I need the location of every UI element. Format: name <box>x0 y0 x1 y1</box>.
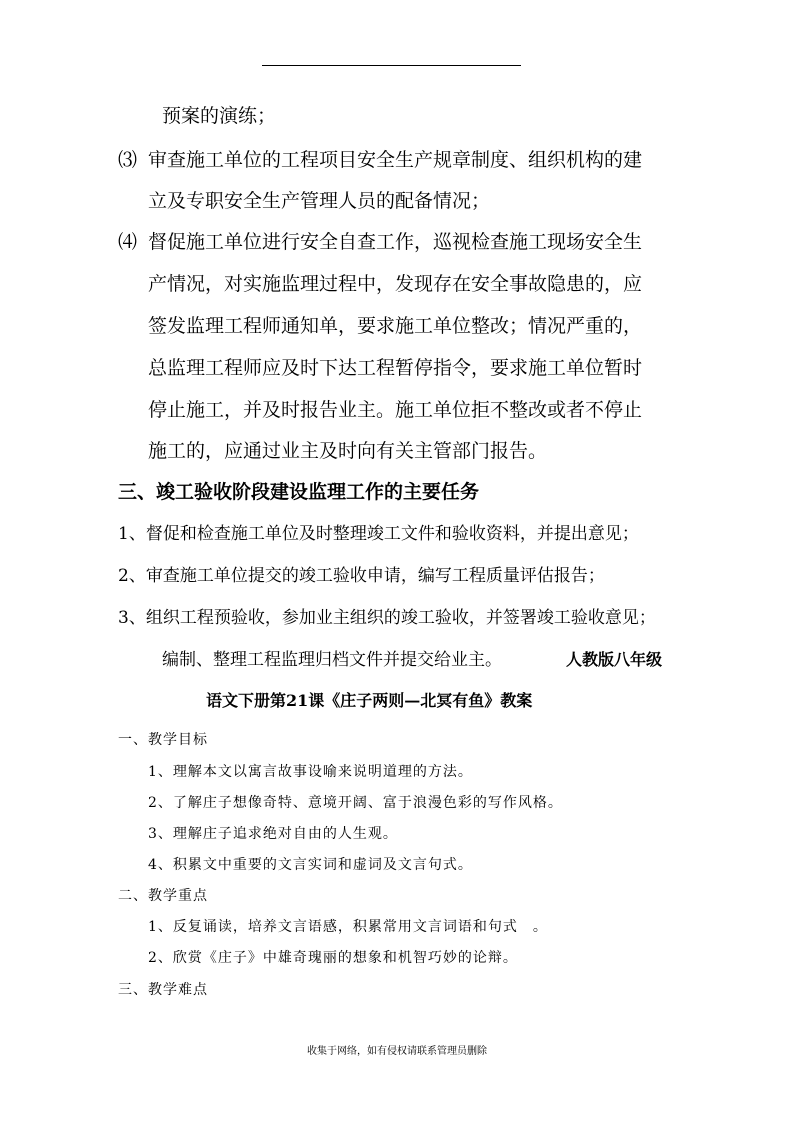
list-number: ⑶ <box>118 149 138 171</box>
lesson-title: 语文下册第21课《庄子两则—北冥有鱼》教案 <box>206 691 533 710</box>
section-heading: 三、竣工验收阶段建设监理工作的主要任务 <box>118 481 480 503</box>
list-number: ⑷ <box>118 231 138 253</box>
text-line: 总监理工程师应及时下达工程暂停指令，要求施工单位暂时 <box>148 357 643 379</box>
subsection-heading: 二、教学重点 <box>118 888 208 904</box>
text-line: 编制、整理工程监理归档文件并提交给业主。 <box>162 650 502 670</box>
text-line: 签发监理工程师通知单，要求施工单位整改；情况严重的， <box>148 315 643 337</box>
text-line: 1、督促和检查施工单位及时整理竣工文件和验收资料，并提出意见； <box>118 524 639 544</box>
text-line: 3、组织工程预验收，参加业主组织的竣工验收，并签署竣工验收意见； <box>118 608 656 628</box>
text-line: 预案的演练； <box>162 105 277 127</box>
list-item: 1、理解本文以寓言故事设喻来说明道理的方法。 <box>148 764 473 780</box>
text-line: 审查施工单位的工程项目安全生产规章制度、组织机构的建 <box>148 149 643 171</box>
list-item: 1、反复诵读，培养文言语感，积累常用文言词语和句式 。 <box>148 919 548 935</box>
header-rule <box>262 65 521 66</box>
list-item: 4、积累文中重要的文言实词和虚词及文言句式。 <box>148 857 473 873</box>
subsection-heading: 三、教学难点 <box>118 982 208 998</box>
text-line: 产情况，对实施监理过程中，发现存在安全事故隐患的，应 <box>148 273 643 295</box>
page-footer: 收集于网络，如有侵权请联系管理员删除 <box>307 1046 487 1057</box>
subsection-heading: 一、教学目标 <box>118 732 208 748</box>
text-line: 2、审查施工单位提交的竣工验收申请，编写工程质量评估报告； <box>118 566 605 586</box>
lesson-title-start: 人教版八年级 <box>566 650 663 669</box>
text-line: 督促施工单位进行安全自查工作，巡视检查施工现场安全生 <box>148 231 643 253</box>
text-line: 停止施工，并及时报告业主。施工单位拒不整改或者不停止 <box>148 399 643 421</box>
text-line: 施工的，应通过业主及时向有关主管部门报告。 <box>148 440 548 462</box>
list-item: 2、欣赏《庄子》中雄奇瑰丽的想象和机智巧妙的论辩。 <box>148 950 518 966</box>
list-item: 3、理解庄子追求绝对自由的人生观。 <box>148 826 398 842</box>
list-item: 2、了解庄子想像奇特、意境开阔、富于浪漫色彩的写作风格。 <box>148 795 563 811</box>
text-line: 立及专职安全生产管理人员的配备情况； <box>148 190 491 212</box>
